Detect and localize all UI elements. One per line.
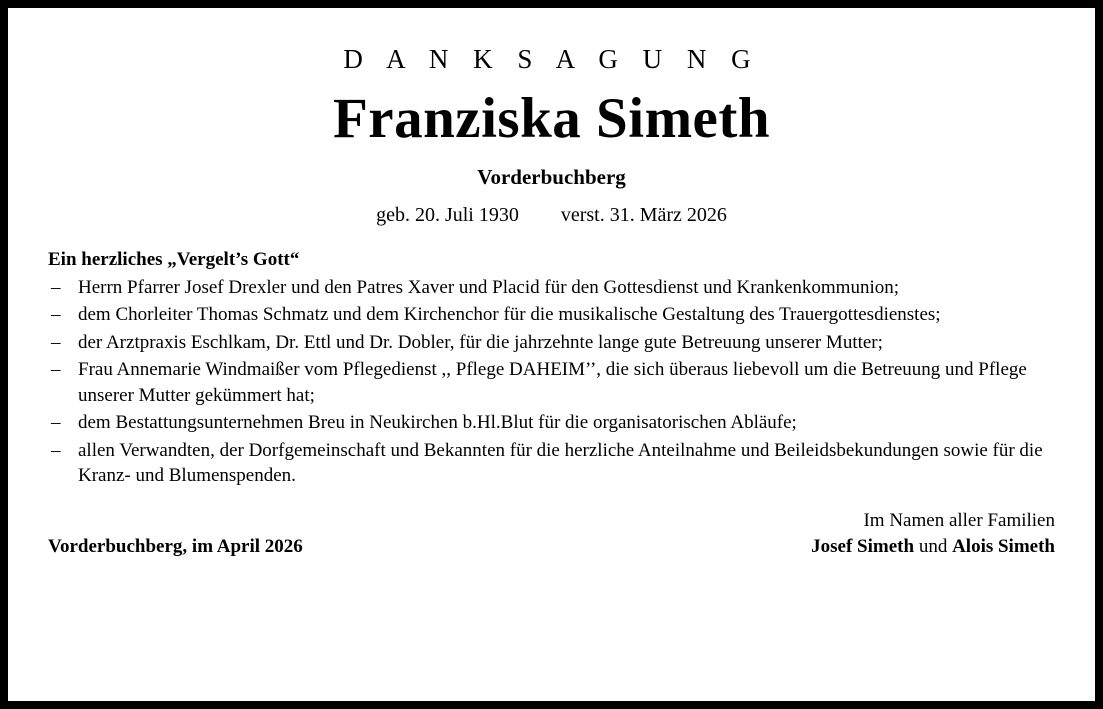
location-date: Vorderbuchberg, im April 2026 <box>48 536 303 558</box>
life-dates <box>48 204 1055 227</box>
kicker-danksagung: D A N K S A G U N G <box>343 44 760 74</box>
list-item-text: Herrn Pfarrer Josef Drexler und den Patres Xaver und Placid für den Gottesdienst und Krankenkommunion; <box>78 276 899 298</box>
list-item-text: dem Bestattungsunternehmen Breu in Neukirchen b.Hl.Blut für die organisatorischen Abläufe; <box>78 412 797 434</box>
list-item <box>48 410 1055 435</box>
dash-marker: – <box>51 359 61 381</box>
thanks-heading: Ein herzliches „Vergelt’s Gott“ <box>48 248 300 270</box>
dash-marker: – <box>51 331 61 353</box>
list-item <box>48 275 1055 300</box>
deceased-place: Vorderbuchberg <box>477 164 626 189</box>
death-date: verst. 31. März 2026 <box>560 203 727 226</box>
list-item-text: Frau Annemarie Windmaißer vom Pflegedienst ,, Pflege DAHEIM’’, die sich überaus liebevoll um die Betreuung und Pflege unserer Mutter gekümmert hat; <box>78 359 1027 406</box>
dash-marker: – <box>51 304 61 326</box>
dash-marker: – <box>51 439 61 461</box>
signer-one: Josef Simeth <box>811 536 915 558</box>
signer-two: Alois Simeth <box>952 536 1055 558</box>
list-item-text: allen Verwandten, der Dorfgemeinschaft und Bekannten für die herzliche Anteilnahme und Beileidsbekundungen sowie für die Kranz- und Blumenspenden. <box>78 439 1043 487</box>
list-item <box>48 330 1055 355</box>
list-item <box>48 302 1055 327</box>
dash-marker: – <box>51 412 61 434</box>
family-line: Im Namen aller Familien <box>863 510 1055 532</box>
list-item <box>48 357 1055 408</box>
list-item-text: dem Chorleiter Thomas Schmatz und dem Kirchenchor für die musikalische Gestaltung des Trauergottesdienstes; <box>78 304 941 326</box>
dash-marker: – <box>51 276 61 298</box>
birth-date: geb. 20. Juli 1930 <box>376 203 519 226</box>
list-item <box>48 438 1055 489</box>
signer-conjunction: und <box>914 536 953 558</box>
deceased-name: Franziska Simeth <box>332 87 771 150</box>
obituary-content <box>8 8 1095 701</box>
footer <box>48 510 1055 558</box>
thanks-list <box>48 275 1055 489</box>
list-item-text: der Arztpraxis Eschlkam, Dr. Ettl und Dr. Dobler, für die jahrzehnte lange gute Betreuung unserer Mutter; <box>78 331 883 353</box>
